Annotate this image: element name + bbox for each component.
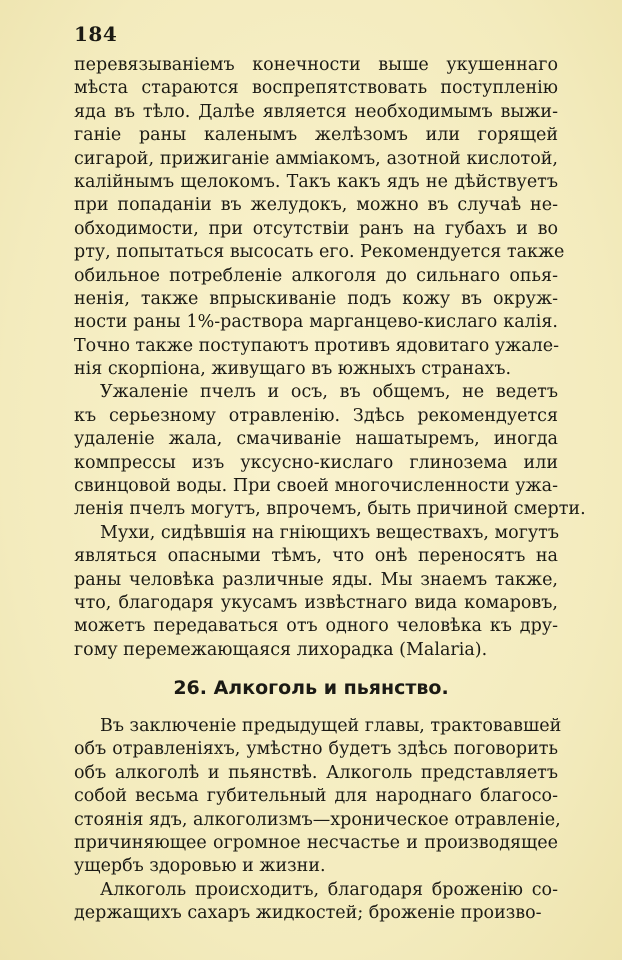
text-line: удаленіе жала, смачиваніе нашатыремъ, иногда [74,429,558,450]
paragraph [74,879,558,926]
section-heading: 26. Алкоголь и пьянство. [173,677,449,699]
text-line: являться опасными тѣмъ, что онѣ переносятъ на [74,546,558,567]
text-line: гому перемежающаяся лихорадка (Malaria). [74,639,488,660]
body-text-top [74,54,586,662]
text-line: что, благодаря укусамъ извѣстнаго вида комаровъ, [74,592,558,613]
text-line: ущербъ здоровью и жизни. [74,856,326,877]
text-line: сигарой, прижиганіе амміакомъ, азотной кислотой, [74,148,558,169]
text-line: ненія, также впрыскиваніе подъ кожу въ окруж- [74,288,558,309]
text-line: Мухи, сидѣвшія на гніющихъ веществахъ, могутъ [100,522,559,543]
text-line: обходимости, при отсутствіи ранъ на губахъ и во [74,218,558,239]
paragraph [74,715,562,879]
text-line: обильное потребленіе алкоголя до сильнаго опья- [74,265,558,286]
text-line: раны человѣка различные яды. Мы знаемъ также, [74,569,558,590]
text-line: Точно также поступаютъ противъ ядовитаго ужале- [74,335,560,356]
text-line: объ алкоголѣ и пьянствѣ. Алкоголь представляетъ [74,762,558,783]
text-line: причиняющее огромное несчастье и производящее [74,832,558,853]
paragraph [74,522,558,662]
text-line: ленія пчелъ могутъ, впрочемъ, быть причиной смерти. [74,499,586,520]
text-line: свинцовой воды. При своей многочисленности ужа- [74,476,558,497]
paragraph [74,54,565,381]
text-line: можетъ передаваться отъ одного человѣка къ дру- [74,616,558,637]
text-line: мѣста стараются воспрепятствовать поступленію [74,78,558,99]
paragraph [74,381,586,521]
text-line: собой весьма губительный для народнаго благосо- [74,786,558,807]
text-line: ности раны 1%-раствора марганцево-кислаго калія. [74,312,558,333]
text-line: яда въ тѣло. Далѣе является необходимымъ выжи- [74,101,558,122]
text-line: Въ заключеніе предыдущей главы, трактовавшей [100,716,562,736]
text-line: объ отравленіяхъ, умѣстно будетъ здѣсь поговорить [74,739,558,760]
text-line: перевязываніемъ конечности выше укушеннаго [74,55,558,75]
text-line: Ужаленіе пчелъ и осъ, въ общемъ, не ведетъ [100,382,558,403]
body-text-bottom [74,715,562,926]
text-line: нія скорпіона, живущаго въ южныхъ странахъ. [74,359,512,380]
text-line: ганіе раны каленымъ желѣзомъ или горящей [74,125,558,146]
text-line: къ серьезному отравленію. Здѣсь рекомендуется [74,405,558,426]
text-line: при попаданіи въ желудокъ, можно въ случаѣ не- [74,195,558,216]
text-line: держащихъ сахаръ жидкостей; броженіе произво- [74,903,542,924]
text-line: калійнымъ щелокомъ. Такъ какъ ядъ не дѣйствуетъ [74,171,558,192]
text-line: компрессы изъ уксусно-кислаго глинозема или [74,452,558,473]
text-line: стоянія ядъ, алкоголизмъ—хроническое отравленіе, [74,809,561,830]
text-line: Алкоголь происходитъ, благодаря броженію со- [100,879,558,900]
text-line: рту, попытаться высосать его. Рекомендуется также [74,242,565,263]
page-number: 184 [74,22,118,46]
